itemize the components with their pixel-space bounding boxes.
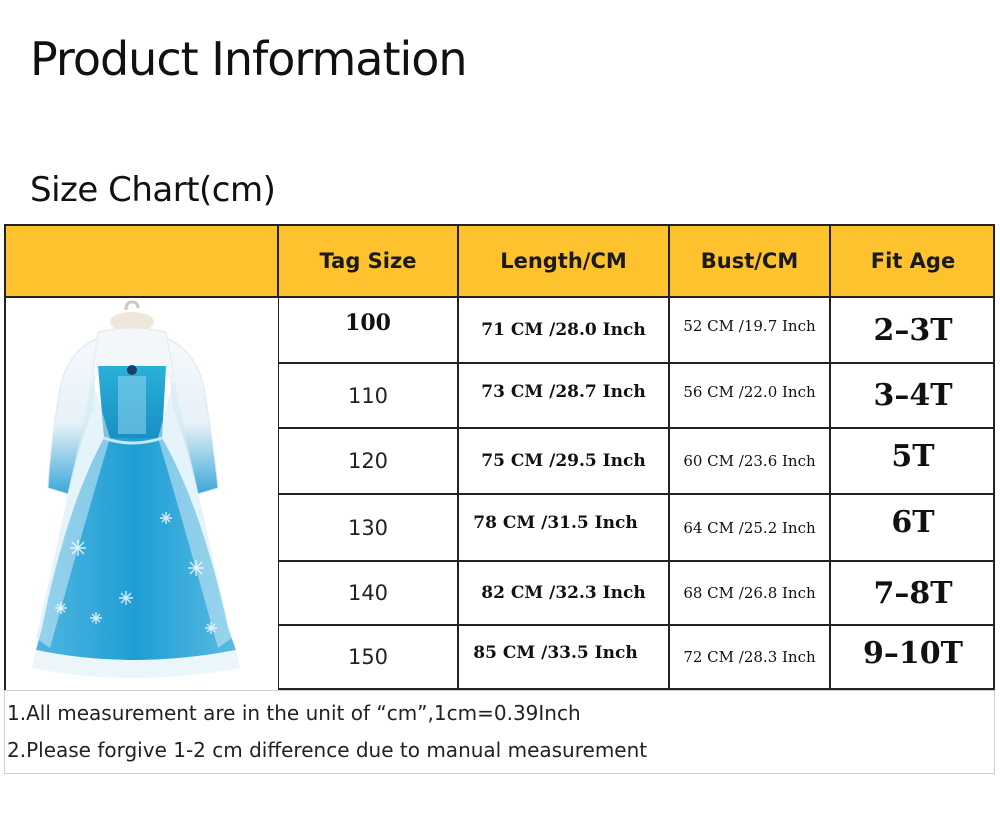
cell-fit-age: 5T [891, 438, 935, 474]
measurement-notes [4, 690, 995, 774]
cell-fit-age: 7–8T [873, 575, 953, 611]
note-difference: 2.Please forgive 1-2 cm difference due to manual measurement [7, 738, 648, 762]
cell-tag-size: 120 [347, 449, 389, 473]
cell-tag-size: 140 [347, 581, 389, 605]
cell-tag-size: 130 [347, 515, 389, 540]
cell-bust: 72 CM /28.3 Inch [683, 648, 816, 666]
cell-bust: 52 CM /19.7 Inch [683, 317, 816, 335]
cell-fit-age: 2–3T [873, 312, 953, 348]
cell-bust: 60 CM /23.6 Inch [683, 452, 816, 470]
cell-fit-age: 6T [891, 505, 935, 540]
cell-length: 82 CM /32.3 Inch [481, 583, 646, 603]
cell-length: 75 CM /29.5 Inch [481, 451, 646, 471]
cell-bust: 68 CM /26.8 Inch [683, 584, 816, 602]
header-length: Length/CM [500, 249, 627, 273]
cell-tag-size: 110 [347, 383, 389, 408]
cell-bust: 56 CM /22.0 Inch [683, 382, 816, 401]
header-fit-age: Fit Age [870, 249, 956, 273]
blue-princess-dress-icon [6, 298, 278, 690]
header-bust: Bust/CM [700, 249, 799, 273]
cell-tag-size: 100 [345, 310, 391, 336]
page-title: Product Information [30, 32, 467, 86]
header-tag-size: Tag Size [319, 249, 417, 273]
cell-length: 85 CM /33.5 Inch [473, 643, 638, 663]
cell-length: 73 CM /28.7 Inch [481, 381, 646, 402]
cell-fit-age: 9–10T [863, 635, 963, 671]
size-chart-title: Size Chart(cm) [30, 170, 276, 210]
cell-length: 71 CM /28.0 Inch [481, 320, 646, 340]
cell-fit-age: 3–4T [873, 378, 953, 413]
cell-length: 78 CM /31.5 Inch [473, 512, 638, 533]
dress-image [6, 298, 278, 690]
size-chart-table [4, 224, 995, 690]
note-unit: 1.All measurement are in the unit of “cm”,1cm=0.39Inch [7, 701, 581, 725]
cell-bust: 64 CM /25.2 Inch [683, 518, 816, 537]
cell-tag-size: 150 [347, 645, 389, 669]
